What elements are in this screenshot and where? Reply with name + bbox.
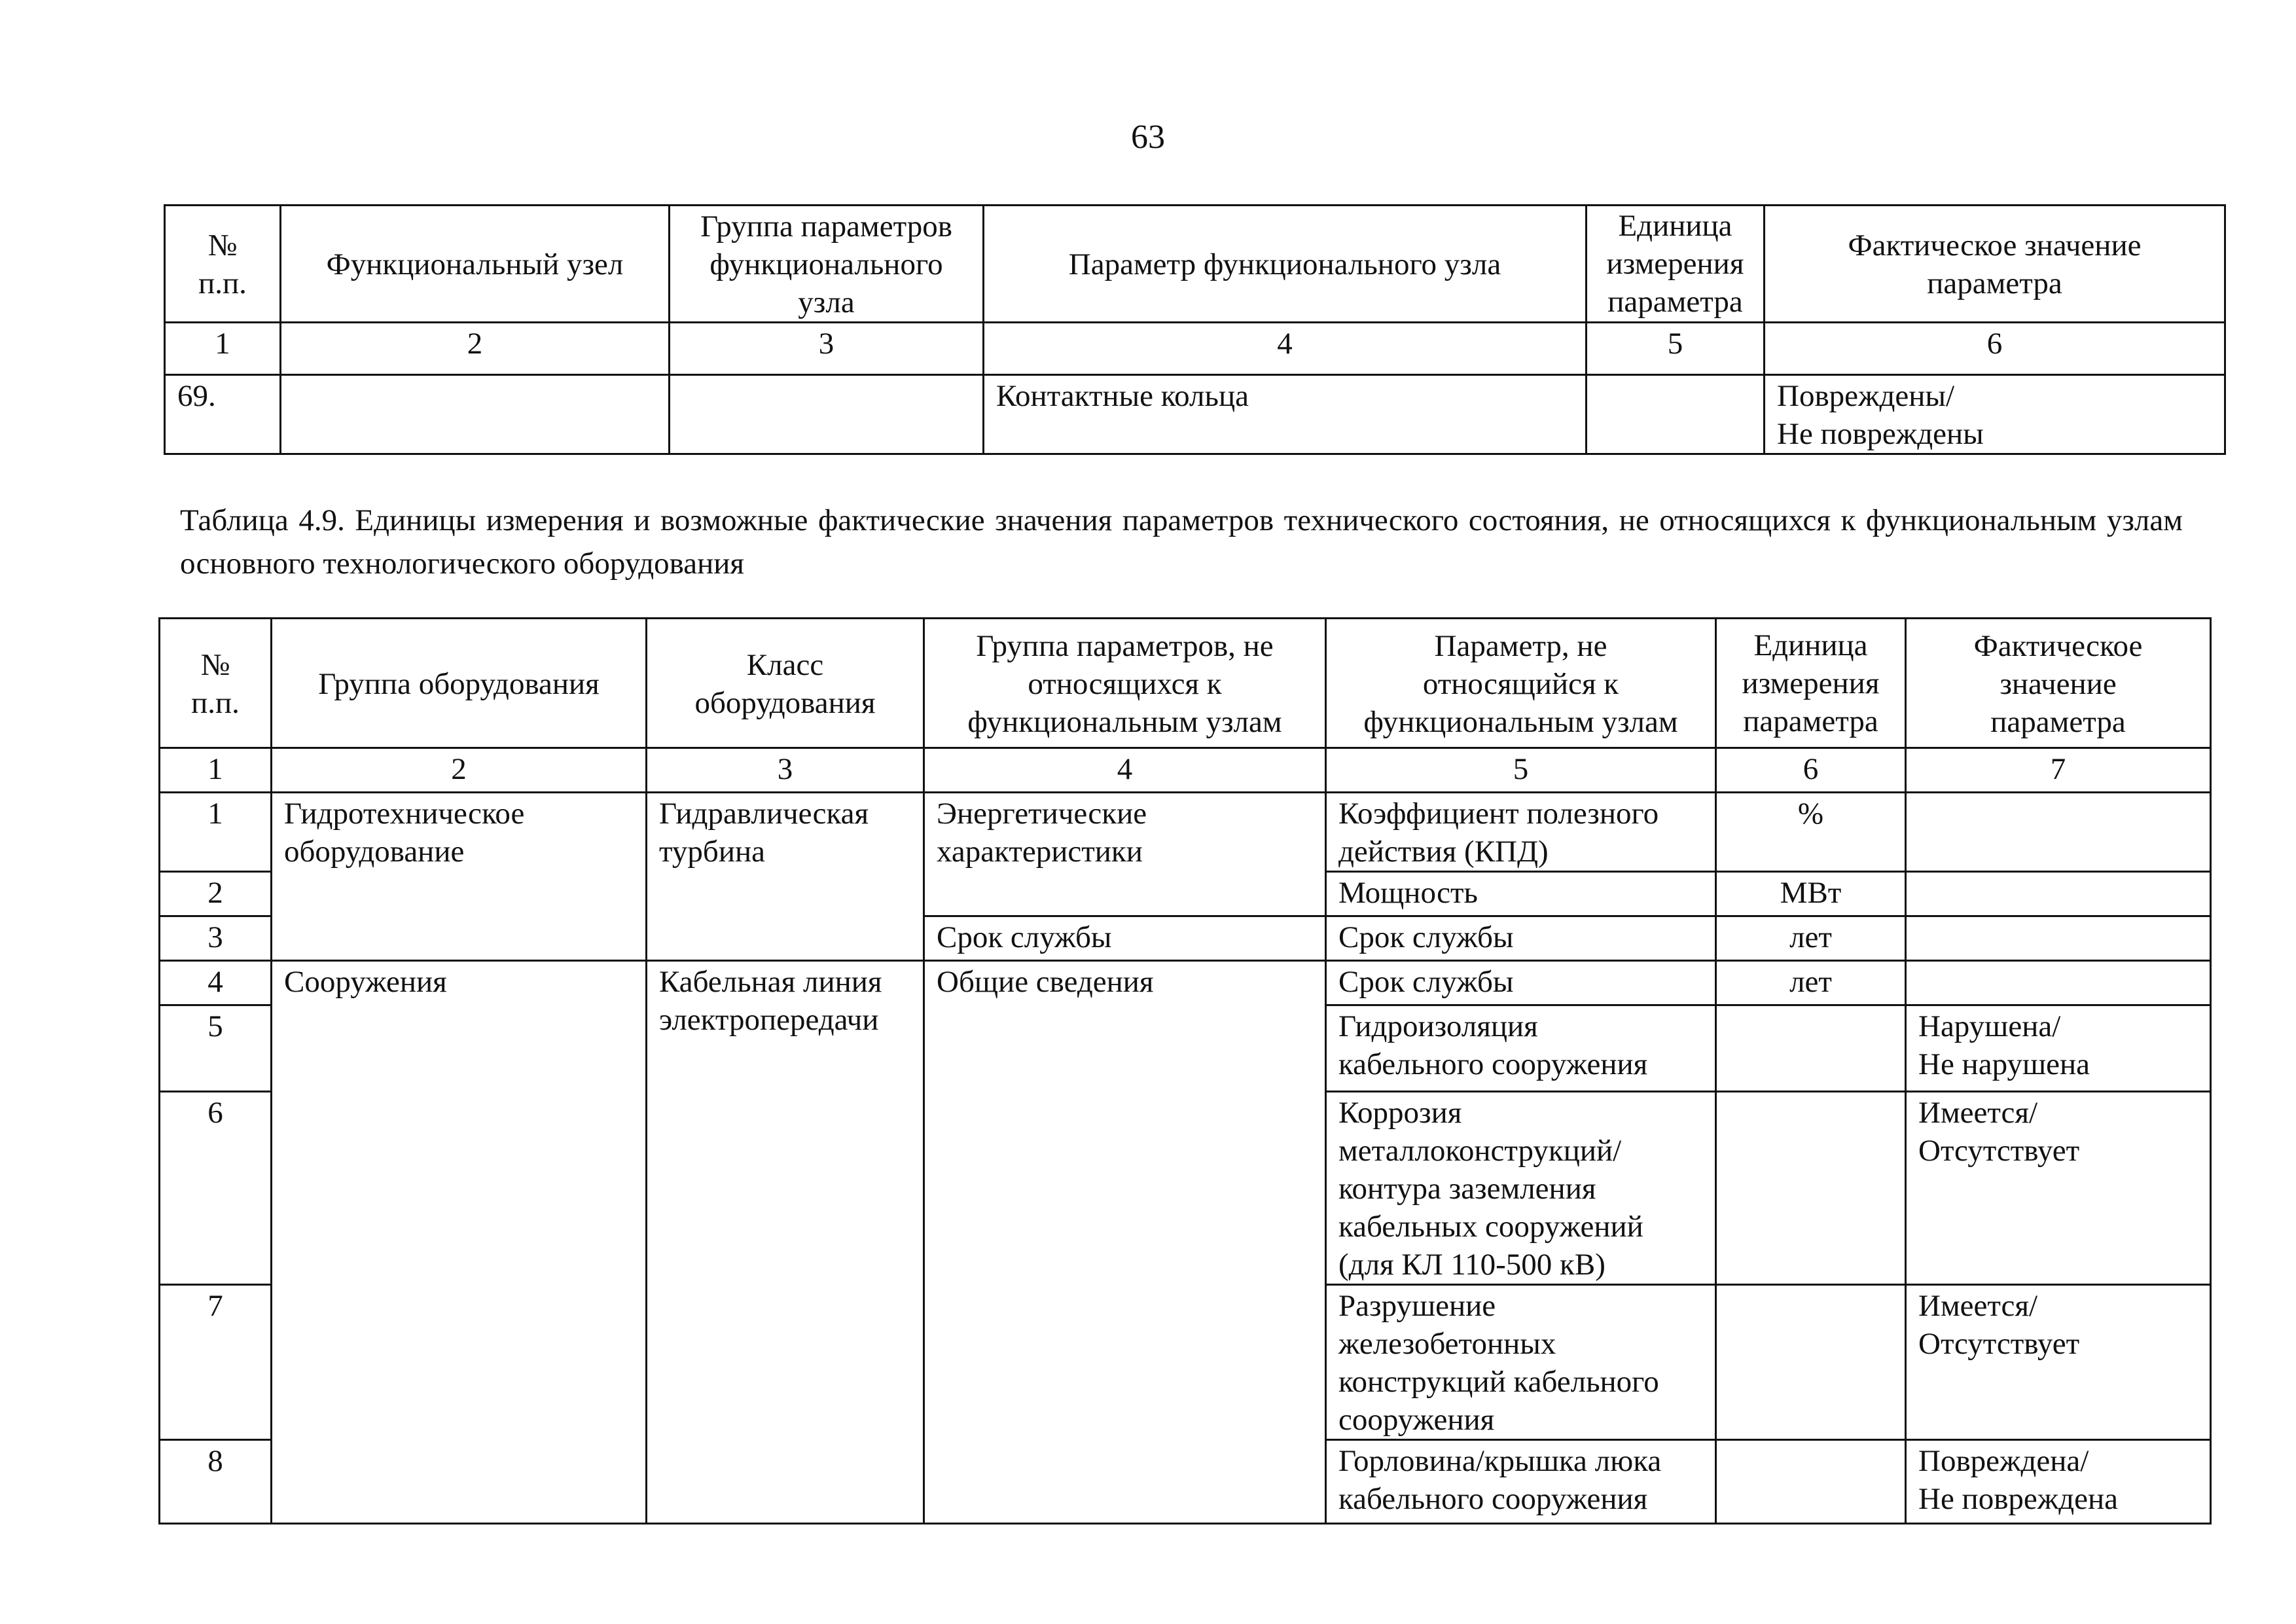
- param-value: Имеется/ Отсутствует: [1906, 1092, 2211, 1285]
- param-unit: МВт: [1716, 872, 1906, 916]
- t1-header-unit: Функциональный узел: [281, 206, 670, 323]
- param-name: Разрушение железобетонных конструкций кабельного сооружения: [1326, 1285, 1716, 1440]
- non-functional-params-table: [158, 617, 2212, 1525]
- functional-unit-table: [164, 204, 2226, 455]
- t1-row-unit: [281, 375, 670, 454]
- t1-row-param-group: [670, 375, 984, 454]
- row-num: 6: [160, 1092, 272, 1285]
- param-unit: [1716, 1440, 1906, 1524]
- t1-colnum: 6: [1765, 323, 2225, 375]
- param-value: Имеется/ Отсутствует: [1906, 1285, 2211, 1440]
- row-num: 3: [160, 916, 272, 961]
- t1-colnum: 3: [670, 323, 984, 375]
- param-unit: [1716, 1005, 1906, 1092]
- t1-header-num: № п.п.: [165, 206, 281, 323]
- t2-header-param-group: Группа параметров, не относящихся к функциональным узлам: [924, 619, 1326, 748]
- t1-header-param-group: Группа параметров функционального узла: [670, 206, 984, 323]
- param-name: Горловина/крышка люка кабельного сооружения: [1326, 1440, 1716, 1524]
- table1-header-row: [165, 206, 2225, 323]
- param-group-general: Общие сведения: [924, 961, 1326, 1524]
- table2-header-row: [160, 619, 2211, 748]
- row-num: 2: [160, 872, 272, 916]
- t1-colnum: 5: [1587, 323, 1765, 375]
- t2-header-measure-unit: Единица измерения параметра: [1716, 619, 1906, 748]
- t1-colnum: 4: [984, 323, 1587, 375]
- t1-row-param: Контактные кольца: [984, 375, 1587, 454]
- param-name: Коррозия металлоконструкций/ контура заземления кабельных сооружений (для КЛ 110-500 кВ): [1326, 1092, 1716, 1285]
- row-num: 7: [160, 1285, 272, 1440]
- equipment-group-hydro: Гидротехническое оборудование: [272, 793, 647, 961]
- t1-colnum: 2: [281, 323, 670, 375]
- param-value: [1906, 872, 2211, 916]
- param-unit: лет: [1716, 916, 1906, 961]
- param-value: Повреждена/ Не повреждена: [1906, 1440, 2211, 1524]
- page-number: 63: [1131, 118, 1165, 156]
- t2-colnum: 6: [1716, 748, 1906, 793]
- param-unit: %: [1716, 793, 1906, 872]
- param-unit: [1716, 1092, 1906, 1285]
- t2-colnum: 5: [1326, 748, 1716, 793]
- param-unit: [1716, 1285, 1906, 1440]
- t2-colnum: 4: [924, 748, 1326, 793]
- table-caption: Таблица 4.9. Единицы измерения и возможные фактические значения параметров технического состояния, не относящихся к функциональным узлам основного технологического оборудования: [180, 503, 2183, 581]
- t1-colnum: 1: [165, 323, 281, 375]
- param-value: [1906, 916, 2211, 961]
- equipment-class-turbine: Гидравлическая турбина: [647, 793, 924, 961]
- param-name: Гидроизоляция кабельного сооружения: [1326, 1005, 1716, 1092]
- row-num: 1: [160, 793, 272, 872]
- t2-colnum: 7: [1906, 748, 2211, 793]
- param-name: Мощность: [1326, 872, 1716, 916]
- t1-header-measure-unit: Единица измерения параметра: [1587, 206, 1765, 323]
- table1-colnum-row: [165, 323, 2225, 375]
- row-num: 8: [160, 1440, 272, 1524]
- t2-header-equipment-class: Класс оборудования: [647, 619, 924, 748]
- param-value: [1906, 961, 2211, 1005]
- equipment-group-structures: Сооружения: [272, 961, 647, 1524]
- t2-colnum: 3: [647, 748, 924, 793]
- t1-row-measure-unit: [1587, 375, 1765, 454]
- equipment-class-cable-line: Кабельная линия электропередачи: [647, 961, 924, 1524]
- t2-header-equipment-group: Группа оборудования: [272, 619, 647, 748]
- row-num: 4: [160, 961, 272, 1005]
- param-value: [1906, 793, 2211, 872]
- param-name: Срок службы: [1326, 916, 1716, 961]
- table-row: [165, 375, 2225, 454]
- t2-colnum: 2: [272, 748, 647, 793]
- param-group-energy: Энергетические характеристики: [924, 793, 1326, 916]
- t2-header-num: № п.п.: [160, 619, 272, 748]
- t2-colnum: 1: [160, 748, 272, 793]
- t2-header-actual-value: Фактическое значение параметра: [1906, 619, 2211, 748]
- t1-row-value: Повреждены/ Не повреждены: [1765, 375, 2225, 454]
- param-unit: лет: [1716, 961, 1906, 1005]
- t2-header-param: Параметр, не относящийся к функциональным узлам: [1326, 619, 1716, 748]
- param-value: Нарушена/ Не нарушена: [1906, 1005, 2211, 1092]
- t1-row-num: 69.: [165, 375, 281, 454]
- param-group-service-life: Срок службы: [924, 916, 1326, 961]
- table2-colnum-row: [160, 748, 2211, 793]
- row-num: 5: [160, 1005, 272, 1092]
- param-name: Срок службы: [1326, 961, 1716, 1005]
- t1-header-param: Параметр функционального узла: [984, 206, 1587, 323]
- table-row: [160, 793, 2211, 872]
- param-name: Коэффициент полезного действия (КПД): [1326, 793, 1716, 872]
- table-row: [160, 961, 2211, 1005]
- t1-header-actual-value: Фактическое значение параметра: [1765, 206, 2225, 323]
